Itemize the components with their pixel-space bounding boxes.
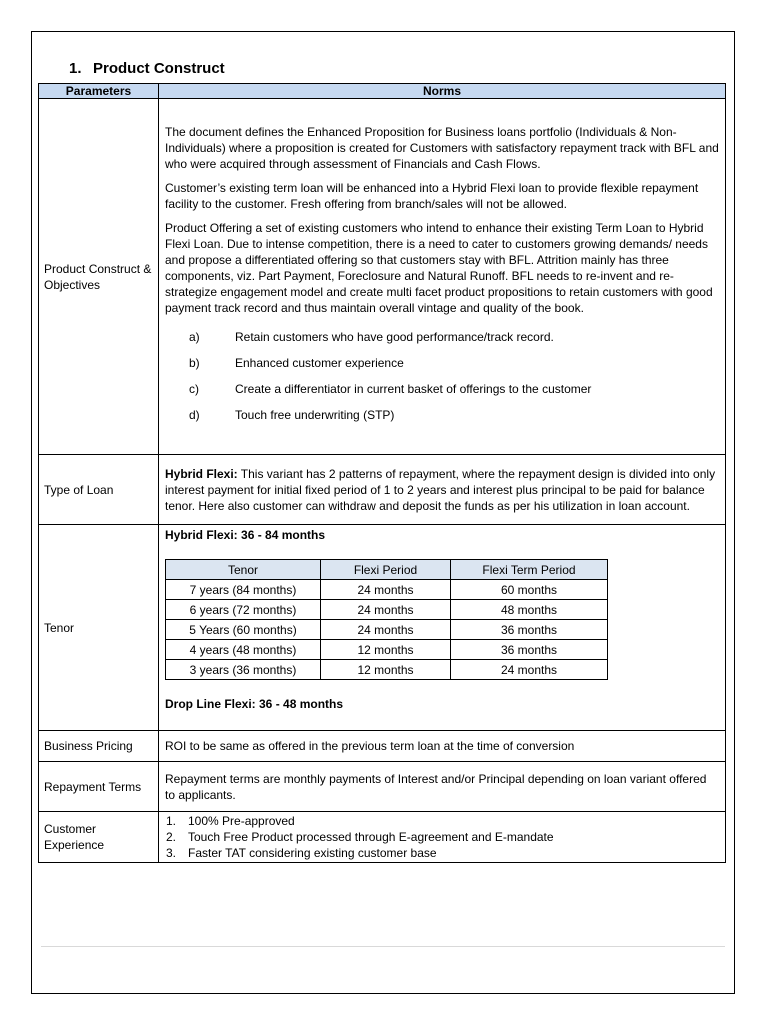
norms-header: Norms bbox=[159, 84, 726, 99]
table-row bbox=[166, 660, 608, 680]
table-cell: 36 months bbox=[451, 620, 608, 640]
table-row bbox=[166, 620, 608, 640]
list-text: Touch Free Product processed through E-agreement and E-mandate bbox=[188, 830, 554, 844]
list-item bbox=[165, 829, 719, 845]
norm-tenor bbox=[159, 525, 726, 731]
flexi-term-period-col-header: Flexi Term Period bbox=[451, 560, 608, 580]
paragraph: Product Offering a set of existing customers who intend to enhance their existing Term Loan to Hybrid Flexi Loan. Due to intense competition, there is a need to cater to customers growing demands/ needs and propose a differentiated offering so that customers stay with BFL. Attrition mainly has three components, viz. Part Payment, Foreclosure and Natural Runoff. BFL needs to re-invent and re-strategize engagement model and create multi facet product propositions to retain customers with good payment track record and thus maintain overall vintage and quality of the book. bbox=[165, 220, 713, 315]
param-business-pricing: Business Pricing bbox=[39, 731, 159, 762]
row-type-of-loan bbox=[39, 455, 726, 525]
list-marker: 2. bbox=[166, 830, 177, 844]
objectives-list bbox=[165, 324, 719, 428]
product-construct-table bbox=[38, 83, 726, 863]
list-text: Touch free underwriting (STP) bbox=[235, 407, 395, 422]
row-customer-experience bbox=[39, 812, 726, 863]
table-row bbox=[166, 580, 608, 600]
table-cell: 48 months bbox=[451, 600, 608, 620]
table-cell: 60 months bbox=[451, 580, 608, 600]
section-number: 1. bbox=[69, 60, 82, 77]
hybrid-flexi-heading: Hybrid Flexi: 36 - 84 months bbox=[165, 528, 326, 542]
footer-rule bbox=[41, 946, 725, 947]
row-tenor bbox=[39, 525, 726, 731]
row-business-pricing bbox=[39, 731, 726, 762]
tenor-header-row bbox=[166, 560, 608, 580]
list-text: Create a differentiator in current basket of offerings to the customer bbox=[235, 381, 592, 396]
table-row bbox=[166, 640, 608, 660]
table-cell: 12 months bbox=[321, 640, 451, 660]
norm-product-construct bbox=[159, 99, 726, 455]
type-of-loan-text: This variant has 2 patterns of repayment, where the repayment design is divided into only interest payment for initial fixed period of 1 to 2 years and interest plus principal to be paid for balance tenor. Here also customer can withdraw and deposit the funds as per his utilization in loan account. bbox=[165, 466, 716, 513]
paragraph: The document defines the Enhanced Proposition for Business loans portfolio (Individuals & Non- Individuals) where a proposition is created for Customers with satisfactory repayment track with BFL and who were acquired through assessment of Financials and Cash Flows. bbox=[165, 124, 719, 171]
norm-business-pricing: ROI to be same as offered in the previous term loan at the time of conversion bbox=[159, 731, 726, 762]
table-cell: 3 years (36 months) bbox=[166, 660, 321, 680]
table-cell: 5 Years (60 months) bbox=[166, 620, 321, 640]
list-item bbox=[165, 350, 719, 376]
table-cell: 24 months bbox=[321, 580, 451, 600]
param-tenor: Tenor bbox=[39, 525, 159, 731]
list-item bbox=[165, 324, 719, 350]
flexi-period-col-header: Flexi Period bbox=[321, 560, 451, 580]
tenor-col-header: Tenor bbox=[166, 560, 321, 580]
row-product-construct bbox=[39, 99, 726, 455]
table-cell: 24 months bbox=[451, 660, 608, 680]
list-item bbox=[165, 402, 719, 428]
list-item bbox=[165, 845, 719, 861]
list-text: Enhanced customer experience bbox=[235, 355, 404, 370]
table-cell: 7 years (84 months) bbox=[166, 580, 321, 600]
list-text: Faster TAT considering existing customer base bbox=[188, 846, 437, 860]
norm-customer-experience bbox=[159, 812, 726, 863]
list-text: 100% Pre-approved bbox=[188, 814, 295, 828]
list-marker: b) bbox=[189, 355, 200, 370]
list-marker: 3. bbox=[166, 846, 177, 860]
list-item bbox=[165, 813, 719, 829]
list-marker: d) bbox=[189, 407, 200, 422]
table-cell: 12 months bbox=[321, 660, 451, 680]
table-cell: 24 months bbox=[321, 620, 451, 640]
paragraph: Customer’s existing term loan will be enhanced into a Hybrid Flexi loan to provide flexible repayment facility to the customer. Fresh offering from branch/sales will not be allowed. bbox=[165, 180, 699, 211]
param-customer-experience: Customer Experience bbox=[39, 812, 159, 863]
list-item bbox=[165, 376, 719, 402]
list-text: Retain customers who have good performance/track record. bbox=[235, 329, 554, 344]
table-cell: 36 months bbox=[451, 640, 608, 660]
table-row bbox=[166, 600, 608, 620]
dropline-flexi-heading: Drop Line Flexi: 36 - 48 months bbox=[165, 697, 344, 711]
parameters-header: Parameters bbox=[39, 84, 159, 99]
table-cell: 4 years (48 months) bbox=[166, 640, 321, 660]
list-marker: a) bbox=[189, 329, 200, 344]
list-marker: c) bbox=[189, 381, 199, 396]
param-repayment-terms: Repayment Terms bbox=[39, 762, 159, 812]
hybrid-flexi-lead: Hybrid Flexi: bbox=[165, 466, 238, 481]
table-cell: 24 months bbox=[321, 600, 451, 620]
table-header-row bbox=[39, 84, 726, 99]
norm-repayment-terms: Repayment terms are monthly payments of Interest and/or Principal depending on loan variant offered to applicants. bbox=[159, 762, 726, 812]
list-marker: 1. bbox=[166, 814, 177, 828]
table-cell: 6 years (72 months) bbox=[166, 600, 321, 620]
param-type-of-loan: Type of Loan bbox=[39, 455, 159, 525]
section-title: Product Construct bbox=[93, 60, 225, 77]
customer-experience-list bbox=[165, 813, 719, 861]
norm-type-of-loan bbox=[159, 455, 726, 525]
param-product-construct: Product Construct & Objectives bbox=[39, 99, 159, 455]
tenor-table bbox=[165, 559, 608, 680]
section-heading bbox=[69, 60, 225, 77]
row-repayment-terms bbox=[39, 762, 726, 812]
